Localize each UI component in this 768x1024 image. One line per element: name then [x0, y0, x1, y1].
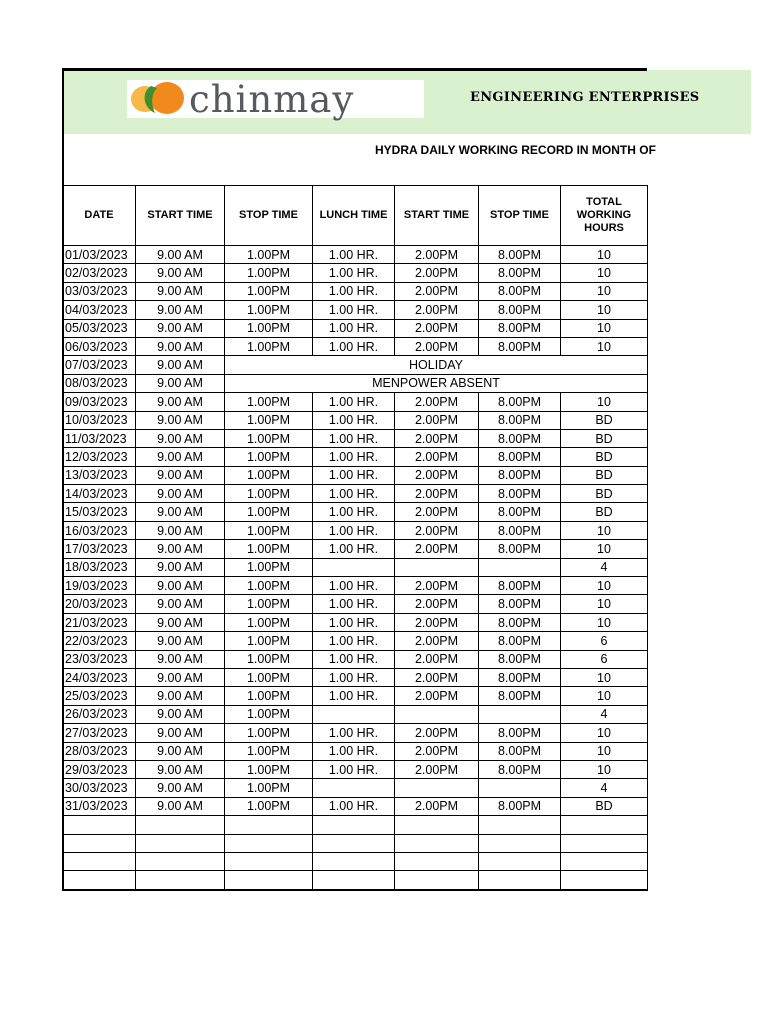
- lunch-cell: 1.00 HR.: [313, 282, 395, 300]
- lunch-cell: 1.00 HR.: [313, 724, 395, 742]
- date-cell: 09/03/2023: [63, 393, 136, 411]
- table-row: [63, 742, 648, 760]
- empty-cell: [561, 834, 648, 852]
- table-row: [63, 650, 648, 668]
- sheet-border-left: [62, 68, 64, 890]
- empty-cell: [479, 816, 561, 834]
- column-header: STOP TIME: [225, 186, 313, 246]
- stop1-cell: 1.00PM: [225, 246, 313, 264]
- start-time-cell: 9.00 AM: [136, 301, 225, 319]
- start2-cell: 2.00PM: [395, 337, 479, 355]
- total-cell: 6: [561, 650, 648, 668]
- start-time-cell: 9.00 AM: [136, 503, 225, 521]
- total-cell: 4: [561, 705, 648, 723]
- table-row: [63, 319, 648, 337]
- date-cell: 14/03/2023: [63, 485, 136, 503]
- date-cell: 01/03/2023: [63, 246, 136, 264]
- total-cell: BD: [561, 485, 648, 503]
- start2-cell: 2.00PM: [395, 797, 479, 815]
- start-time-cell: 9.00 AM: [136, 558, 225, 576]
- lunch-cell: 1.00 HR.: [313, 577, 395, 595]
- start-time-cell: 9.00 AM: [136, 411, 225, 429]
- stop2-cell: 8.00PM: [479, 742, 561, 760]
- date-cell: 27/03/2023: [63, 724, 136, 742]
- stop1-cell: 1.00PM: [225, 282, 313, 300]
- date-cell: 04/03/2023: [63, 301, 136, 319]
- start-time-cell: 9.00 AM: [136, 246, 225, 264]
- start2-cell: 2.00PM: [395, 429, 479, 447]
- chinmay-logo-icon: [127, 80, 189, 118]
- stop1-cell: 1.00PM: [225, 319, 313, 337]
- stop2-cell: 8.00PM: [479, 264, 561, 282]
- start2-cell: 2.00PM: [395, 448, 479, 466]
- date-cell: 19/03/2023: [63, 577, 136, 595]
- start-time-cell: 9.00 AM: [136, 687, 225, 705]
- start2-cell: 2.00PM: [395, 577, 479, 595]
- stop1-cell: 1.00PM: [225, 558, 313, 576]
- date-cell: 03/03/2023: [63, 282, 136, 300]
- date-cell: 07/03/2023: [63, 356, 136, 374]
- start-time-cell: 9.00 AM: [136, 466, 225, 484]
- start-time-cell: 9.00 AM: [136, 485, 225, 503]
- total-cell: 10: [561, 337, 648, 355]
- start2-cell: 2.00PM: [395, 282, 479, 300]
- start-time-cell: 9.00 AM: [136, 797, 225, 815]
- stop1-cell: 1.00PM: [225, 540, 313, 558]
- table-row: [63, 503, 648, 521]
- stop2-cell: 8.00PM: [479, 448, 561, 466]
- lunch-cell: 1.00 HR.: [313, 613, 395, 631]
- start-time-cell: 9.00 AM: [136, 705, 225, 723]
- date-cell: 29/03/2023: [63, 760, 136, 778]
- empty-cell: [63, 834, 136, 852]
- empty-cell: [313, 871, 395, 890]
- total-cell: 4: [561, 558, 648, 576]
- stop1-cell: 1.00PM: [225, 613, 313, 631]
- stop2-cell: 8.00PM: [479, 797, 561, 815]
- table-row: [63, 558, 648, 576]
- date-cell: 21/03/2023: [63, 613, 136, 631]
- column-header: DATE: [63, 186, 136, 246]
- stop2-cell: 8.00PM: [479, 411, 561, 429]
- empty-cell: [63, 871, 136, 890]
- total-cell: 10: [561, 301, 648, 319]
- empty-cell: [479, 834, 561, 852]
- note-cell: HOLIDAY: [225, 356, 648, 374]
- stop2-cell: 8.00PM: [479, 319, 561, 337]
- start-time-cell: 9.00 AM: [136, 282, 225, 300]
- date-cell: 22/03/2023: [63, 632, 136, 650]
- table-row: [63, 337, 648, 355]
- stop2-cell: [479, 558, 561, 576]
- total-cell: 10: [561, 613, 648, 631]
- empty-cell: [136, 871, 225, 890]
- lunch-cell: [313, 779, 395, 797]
- start2-cell: 2.00PM: [395, 521, 479, 539]
- stop2-cell: 8.00PM: [479, 650, 561, 668]
- empty-cell: [395, 816, 479, 834]
- empty-cell: [395, 852, 479, 870]
- sheet-title: HYDRA DAILY WORKING RECORD IN MONTH OF: [375, 143, 656, 157]
- start2-cell: 2.00PM: [395, 319, 479, 337]
- start2-cell: 2.00PM: [395, 485, 479, 503]
- total-cell: BD: [561, 411, 648, 429]
- stop2-cell: 8.00PM: [479, 503, 561, 521]
- lunch-cell: 1.00 HR.: [313, 687, 395, 705]
- date-cell: 16/03/2023: [63, 521, 136, 539]
- start2-cell: 2.00PM: [395, 595, 479, 613]
- total-cell: 10: [561, 577, 648, 595]
- lunch-cell: [313, 705, 395, 723]
- date-cell: 02/03/2023: [63, 264, 136, 282]
- start2-cell: 2.00PM: [395, 650, 479, 668]
- empty-cell: [395, 834, 479, 852]
- working-record-table: [62, 185, 648, 891]
- table-row: [63, 577, 648, 595]
- date-cell: 24/03/2023: [63, 668, 136, 686]
- lunch-cell: 1.00 HR.: [313, 448, 395, 466]
- column-header: START TIME: [136, 186, 225, 246]
- start2-cell: 2.00PM: [395, 742, 479, 760]
- stop2-cell: 8.00PM: [479, 540, 561, 558]
- sheet-border-top: [62, 68, 647, 71]
- stop2-cell: 8.00PM: [479, 613, 561, 631]
- date-cell: 31/03/2023: [63, 797, 136, 815]
- table-row: [63, 448, 648, 466]
- table-row: [63, 356, 648, 374]
- stop1-cell: 1.00PM: [225, 595, 313, 613]
- start2-cell: 2.00PM: [395, 668, 479, 686]
- date-cell: 17/03/2023: [63, 540, 136, 558]
- start-time-cell: 9.00 AM: [136, 595, 225, 613]
- total-cell: 10: [561, 668, 648, 686]
- total-cell: 10: [561, 264, 648, 282]
- empty-cell: [561, 816, 648, 834]
- table-row: [63, 282, 648, 300]
- start2-cell: [395, 779, 479, 797]
- logo-text: chinmay: [189, 78, 355, 121]
- start-time-cell: 9.00 AM: [136, 779, 225, 797]
- start-time-cell: 9.00 AM: [136, 613, 225, 631]
- start-time-cell: 9.00 AM: [136, 319, 225, 337]
- total-cell: 10: [561, 687, 648, 705]
- stop1-cell: 1.00PM: [225, 411, 313, 429]
- lunch-cell: 1.00 HR.: [313, 503, 395, 521]
- date-cell: 20/03/2023: [63, 595, 136, 613]
- stop1-cell: 1.00PM: [225, 466, 313, 484]
- stop1-cell: 1.00PM: [225, 264, 313, 282]
- lunch-cell: 1.00 HR.: [313, 797, 395, 815]
- empty-cell: [313, 852, 395, 870]
- table-row: [63, 374, 648, 392]
- table-row: [63, 540, 648, 558]
- start2-cell: 2.00PM: [395, 503, 479, 521]
- column-header: LUNCH TIME: [313, 186, 395, 246]
- stop2-cell: 8.00PM: [479, 466, 561, 484]
- start2-cell: 2.00PM: [395, 724, 479, 742]
- stop2-cell: 8.00PM: [479, 521, 561, 539]
- empty-cell: [225, 852, 313, 870]
- lunch-cell: 1.00 HR.: [313, 393, 395, 411]
- table-body: [63, 246, 648, 890]
- total-cell: 10: [561, 282, 648, 300]
- date-cell: 26/03/2023: [63, 705, 136, 723]
- table-row: [63, 246, 648, 264]
- start-time-cell: 9.00 AM: [136, 760, 225, 778]
- start2-cell: 2.00PM: [395, 411, 479, 429]
- empty-cell: [63, 852, 136, 870]
- date-cell: 15/03/2023: [63, 503, 136, 521]
- start-time-cell: 9.00 AM: [136, 632, 225, 650]
- start2-cell: 2.00PM: [395, 246, 479, 264]
- table-row: [63, 632, 648, 650]
- empty-cell: [313, 816, 395, 834]
- total-cell: 10: [561, 319, 648, 337]
- start-time-cell: 9.00 AM: [136, 264, 225, 282]
- lunch-cell: 1.00 HR.: [313, 264, 395, 282]
- date-cell: 10/03/2023: [63, 411, 136, 429]
- date-cell: 05/03/2023: [63, 319, 136, 337]
- start-time-cell: 9.00 AM: [136, 393, 225, 411]
- date-cell: 06/03/2023: [63, 337, 136, 355]
- table-row: [63, 613, 648, 631]
- date-cell: 18/03/2023: [63, 558, 136, 576]
- start2-cell: [395, 705, 479, 723]
- lunch-cell: 1.00 HR.: [313, 246, 395, 264]
- stop2-cell: 8.00PM: [479, 668, 561, 686]
- table-row: [63, 485, 648, 503]
- empty-cell: [561, 871, 648, 890]
- total-cell: 10: [561, 393, 648, 411]
- start-time-cell: 9.00 AM: [136, 448, 225, 466]
- company-name: ENGINEERING ENTERPRISES: [470, 90, 700, 105]
- stop1-cell: 1.00PM: [225, 521, 313, 539]
- table-row: [63, 411, 648, 429]
- lunch-cell: 1.00 HR.: [313, 301, 395, 319]
- lunch-cell: 1.00 HR.: [313, 466, 395, 484]
- total-cell: BD: [561, 448, 648, 466]
- table-row: [63, 760, 648, 778]
- table-row: [63, 429, 648, 447]
- start-time-cell: 9.00 AM: [136, 577, 225, 595]
- start2-cell: 2.00PM: [395, 540, 479, 558]
- total-cell: 10: [561, 760, 648, 778]
- stop1-cell: 1.00PM: [225, 668, 313, 686]
- stop1-cell: 1.00PM: [225, 448, 313, 466]
- stop1-cell: 1.00PM: [225, 724, 313, 742]
- table-row: [63, 705, 648, 723]
- table-row: [63, 797, 648, 815]
- date-cell: 23/03/2023: [63, 650, 136, 668]
- start2-cell: 2.00PM: [395, 264, 479, 282]
- stop1-cell: 1.00PM: [225, 797, 313, 815]
- stop2-cell: 8.00PM: [479, 301, 561, 319]
- stop1-cell: 1.00PM: [225, 485, 313, 503]
- table-row: [63, 393, 648, 411]
- empty-row: [63, 834, 648, 852]
- stop2-cell: 8.00PM: [479, 282, 561, 300]
- stop2-cell: 8.00PM: [479, 724, 561, 742]
- column-header: START TIME: [395, 186, 479, 246]
- empty-cell: [561, 852, 648, 870]
- total-cell: BD: [561, 466, 648, 484]
- empty-cell: [136, 834, 225, 852]
- stop2-cell: [479, 779, 561, 797]
- stop1-cell: 1.00PM: [225, 742, 313, 760]
- empty-cell: [136, 852, 225, 870]
- start-time-cell: 9.00 AM: [136, 356, 225, 374]
- start2-cell: [395, 558, 479, 576]
- start2-cell: 2.00PM: [395, 393, 479, 411]
- stop1-cell: 1.00PM: [225, 650, 313, 668]
- empty-cell: [63, 816, 136, 834]
- empty-row: [63, 871, 648, 890]
- stop2-cell: 8.00PM: [479, 393, 561, 411]
- table-row: [63, 521, 648, 539]
- note-cell: MENPOWER ABSENT: [225, 374, 648, 392]
- empty-cell: [225, 871, 313, 890]
- total-cell: 10: [561, 595, 648, 613]
- stop2-cell: [479, 705, 561, 723]
- table-row: [63, 687, 648, 705]
- stop1-cell: 1.00PM: [225, 760, 313, 778]
- lunch-cell: 1.00 HR.: [313, 650, 395, 668]
- start-time-cell: 9.00 AM: [136, 374, 225, 392]
- start2-cell: 2.00PM: [395, 760, 479, 778]
- empty-cell: [479, 871, 561, 890]
- empty-cell: [136, 816, 225, 834]
- start2-cell: 2.00PM: [395, 301, 479, 319]
- start-time-cell: 9.00 AM: [136, 540, 225, 558]
- start2-cell: 2.00PM: [395, 613, 479, 631]
- stop1-cell: 1.00PM: [225, 429, 313, 447]
- stop1-cell: 1.00PM: [225, 779, 313, 797]
- total-cell: BD: [561, 503, 648, 521]
- lunch-cell: 1.00 HR.: [313, 411, 395, 429]
- lunch-cell: 1.00 HR.: [313, 742, 395, 760]
- stop1-cell: 1.00PM: [225, 687, 313, 705]
- lunch-cell: 1.00 HR.: [313, 668, 395, 686]
- start-time-cell: 9.00 AM: [136, 724, 225, 742]
- empty-cell: [225, 834, 313, 852]
- empty-cell: [395, 871, 479, 890]
- table-row: [63, 466, 648, 484]
- date-cell: 30/03/2023: [63, 779, 136, 797]
- empty-cell: [313, 834, 395, 852]
- table-row: [63, 595, 648, 613]
- date-cell: 08/03/2023: [63, 374, 136, 392]
- start-time-cell: 9.00 AM: [136, 668, 225, 686]
- table-header-row: [63, 186, 648, 246]
- total-cell: 10: [561, 742, 648, 760]
- lunch-cell: 1.00 HR.: [313, 760, 395, 778]
- stop1-cell: 1.00PM: [225, 503, 313, 521]
- total-cell: 10: [561, 540, 648, 558]
- stop1-cell: 1.00PM: [225, 301, 313, 319]
- date-cell: 12/03/2023: [63, 448, 136, 466]
- stop1-cell: 1.00PM: [225, 393, 313, 411]
- total-cell: BD: [561, 797, 648, 815]
- column-header: STOP TIME: [479, 186, 561, 246]
- stop1-cell: 1.00PM: [225, 632, 313, 650]
- stop2-cell: 8.00PM: [479, 577, 561, 595]
- empty-cell: [225, 816, 313, 834]
- date-cell: 25/03/2023: [63, 687, 136, 705]
- lunch-cell: 1.00 HR.: [313, 521, 395, 539]
- stop2-cell: 8.00PM: [479, 687, 561, 705]
- empty-cell: [479, 852, 561, 870]
- table-row: [63, 264, 648, 282]
- stop2-cell: 8.00PM: [479, 429, 561, 447]
- stop1-cell: 1.00PM: [225, 337, 313, 355]
- start-time-cell: 9.00 AM: [136, 521, 225, 539]
- table-row: [63, 668, 648, 686]
- date-cell: 28/03/2023: [63, 742, 136, 760]
- total-cell: 4: [561, 779, 648, 797]
- total-cell: BD: [561, 429, 648, 447]
- start2-cell: 2.00PM: [395, 632, 479, 650]
- lunch-cell: 1.00 HR.: [313, 595, 395, 613]
- empty-row: [63, 852, 648, 870]
- lunch-cell: 1.00 HR.: [313, 485, 395, 503]
- start-time-cell: 9.00 AM: [136, 650, 225, 668]
- lunch-cell: 1.00 HR.: [313, 540, 395, 558]
- total-cell: 10: [561, 724, 648, 742]
- total-cell: 10: [561, 246, 648, 264]
- stop2-cell: 8.00PM: [479, 632, 561, 650]
- stop2-cell: 8.00PM: [479, 760, 561, 778]
- date-cell: 13/03/2023: [63, 466, 136, 484]
- start-time-cell: 9.00 AM: [136, 337, 225, 355]
- table-row: [63, 301, 648, 319]
- empty-row: [63, 816, 648, 834]
- start-time-cell: 9.00 AM: [136, 742, 225, 760]
- stop2-cell: 8.00PM: [479, 337, 561, 355]
- stop2-cell: 8.00PM: [479, 485, 561, 503]
- lunch-cell: 1.00 HR.: [313, 337, 395, 355]
- lunch-cell: 1.00 HR.: [313, 632, 395, 650]
- stop2-cell: 8.00PM: [479, 246, 561, 264]
- date-cell: 11/03/2023: [63, 429, 136, 447]
- lunch-cell: 1.00 HR.: [313, 319, 395, 337]
- total-cell: 6: [561, 632, 648, 650]
- start2-cell: 2.00PM: [395, 687, 479, 705]
- start-time-cell: 9.00 AM: [136, 429, 225, 447]
- stop2-cell: 8.00PM: [479, 595, 561, 613]
- column-header: TOTAL WORKING HOURS: [561, 186, 648, 246]
- lunch-cell: [313, 558, 395, 576]
- table-row: [63, 779, 648, 797]
- total-cell: 10: [561, 521, 648, 539]
- stop1-cell: 1.00PM: [225, 577, 313, 595]
- stop1-cell: 1.00PM: [225, 705, 313, 723]
- table-row: [63, 724, 648, 742]
- lunch-cell: 1.00 HR.: [313, 429, 395, 447]
- start2-cell: 2.00PM: [395, 466, 479, 484]
